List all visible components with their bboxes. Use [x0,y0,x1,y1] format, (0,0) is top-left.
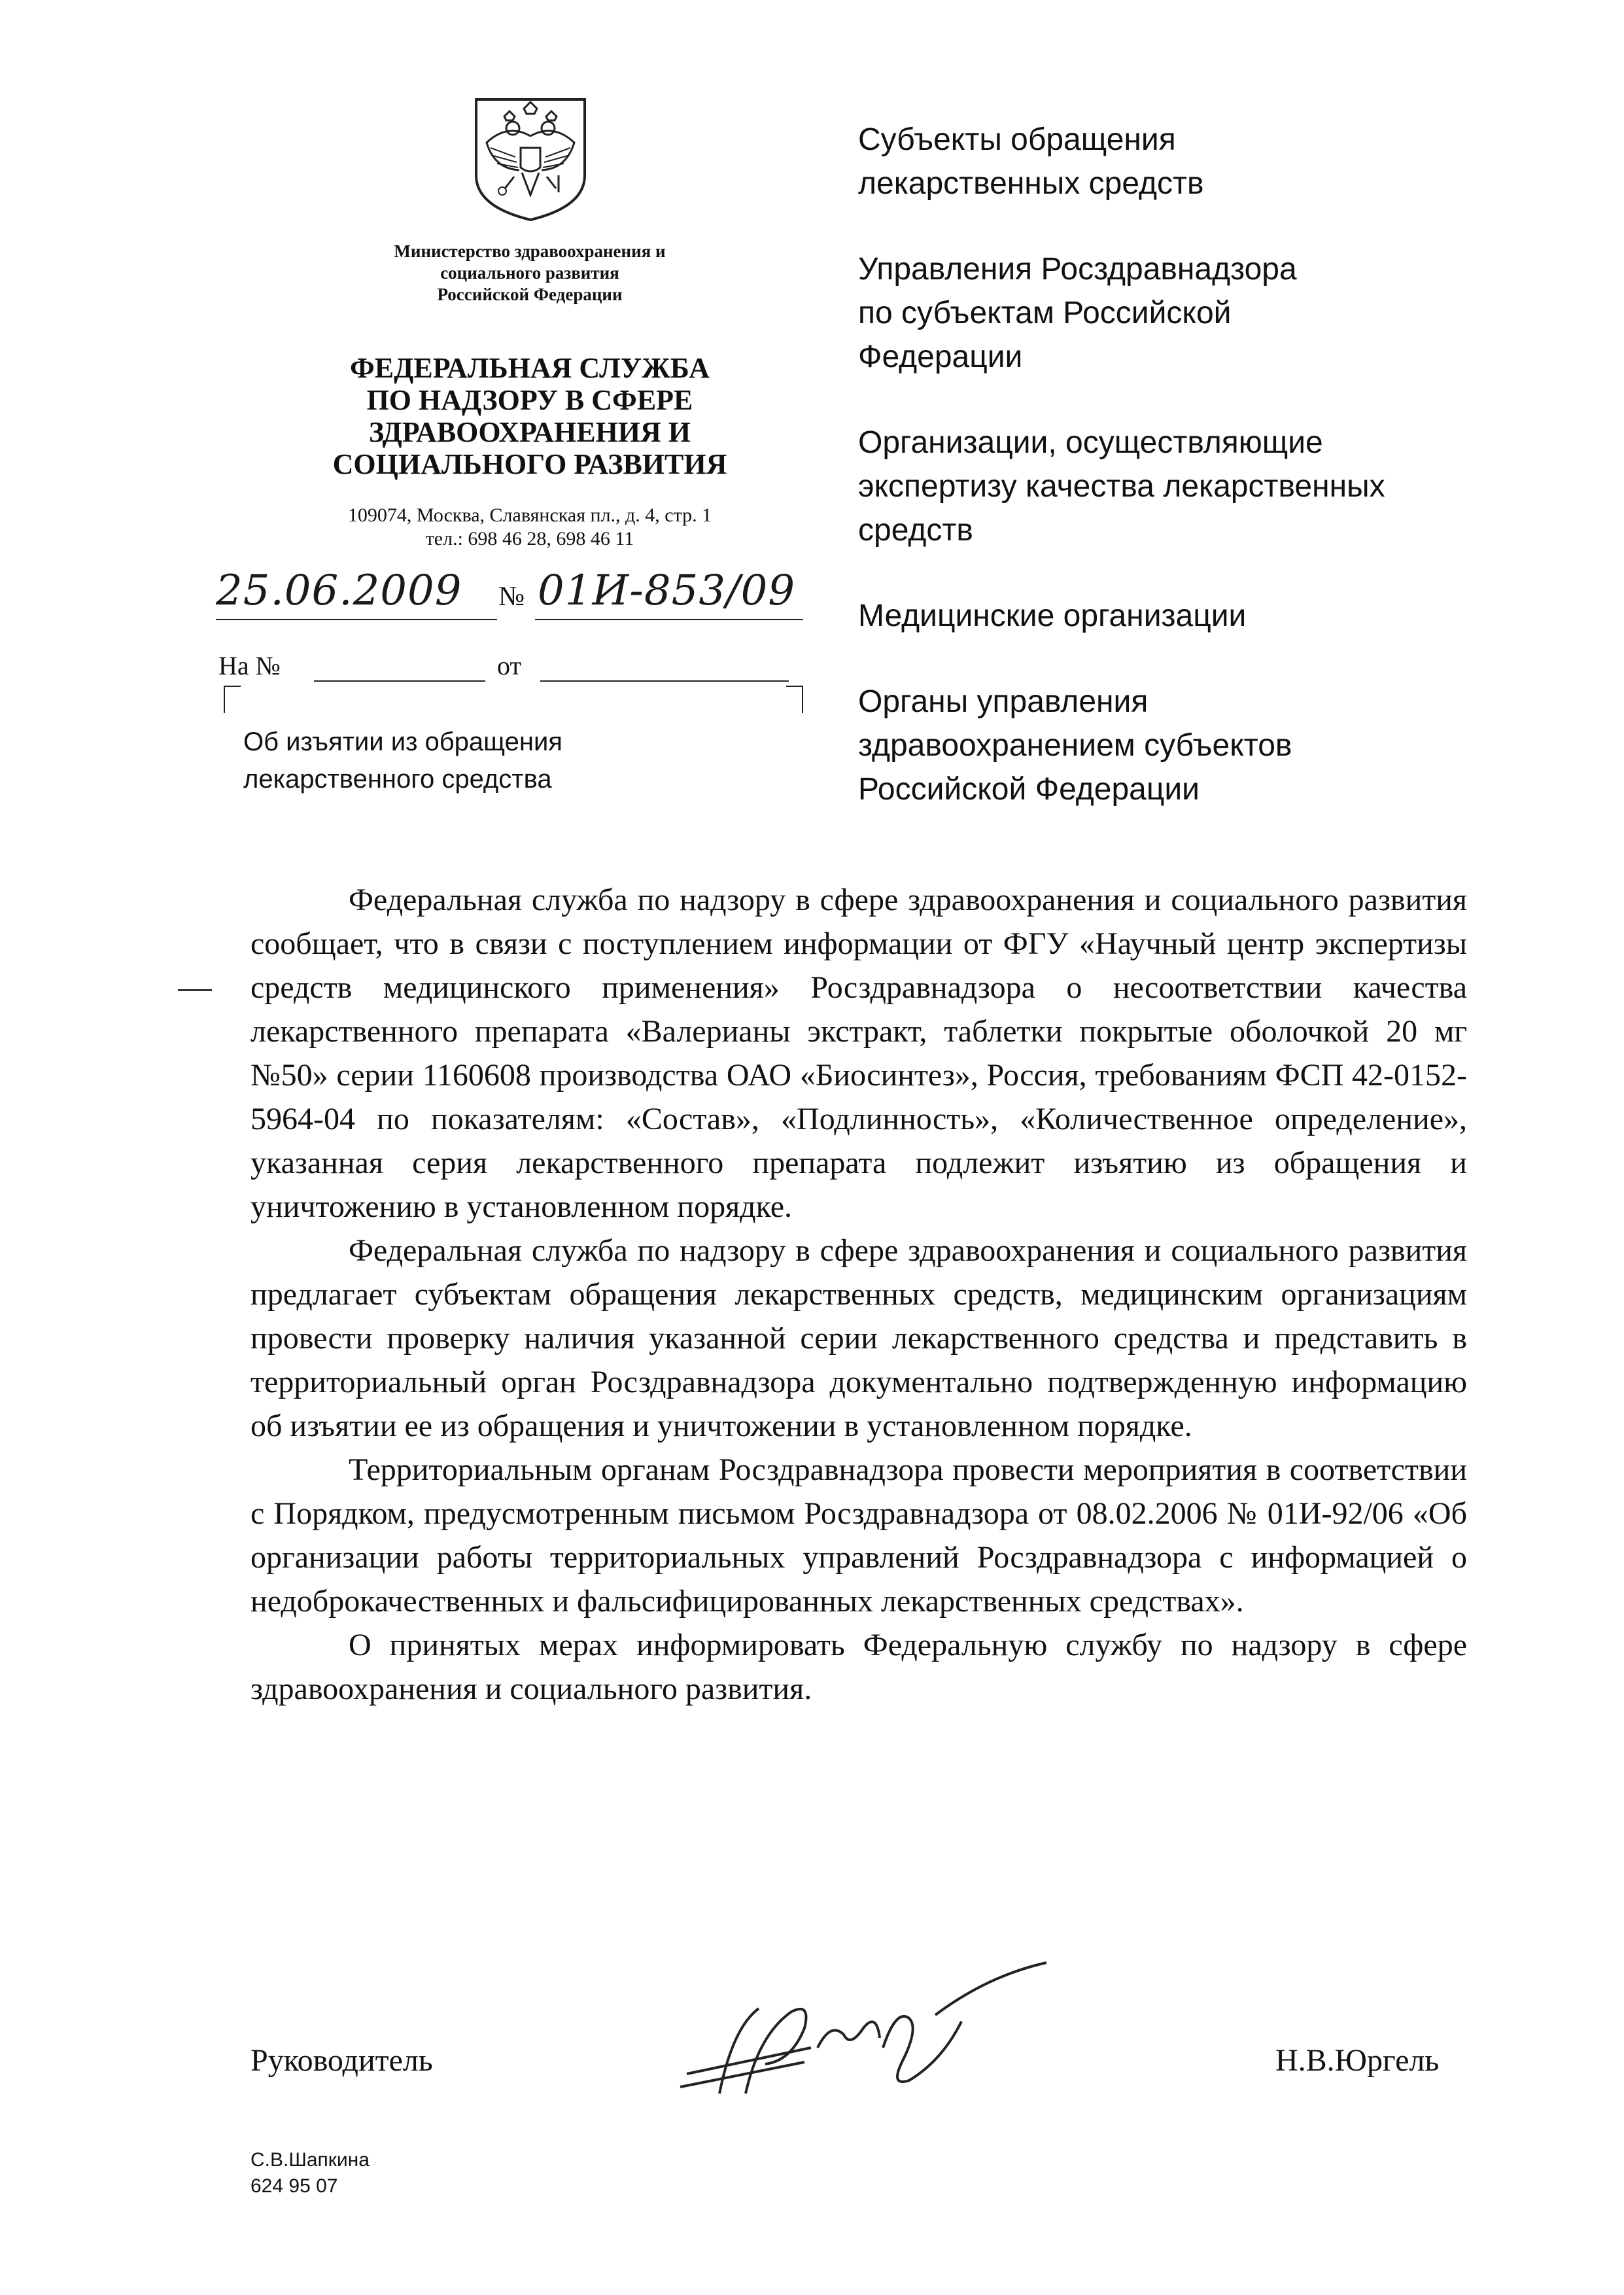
ministry-name [327,241,733,306]
body-paragraph: О принятых мерах информировать Федеральную службу по надзору в сфере здравоохранения и социального развития. [251,1628,1467,1706]
letter-body [251,878,1467,1711]
agency-line: ПО НАДЗОРУ В СФЕРЕ [366,384,693,416]
addressee [858,247,1512,379]
number-underline [535,619,803,620]
address-line: 109074, Москва, Славянская пл., д. 4, стр. 1 [347,504,712,526]
letter-number: 01И-853/09 [538,567,796,615]
body-paragraph: Территориальным органам Росздравнадзора провести мероприятия в соответствии с Порядком, предусмотренным письмом Росздравнадзора от 08.02.2006 № 01И-92/06 «Об организации работы территориальных управлений Росздравнадзора с информацией о недоброкачественных и фальсифицированных лекарственных средствах». [251,1452,1467,1619]
agency-line: СОЦИАЛЬНОГО РАЗВИТИЯ [332,448,727,480]
body-paragraph: Федеральная служба по надзору в сфере здравоохранения и социального развития предлагает субъектам обращения лекарственных средств, медицинским организациям провести проверку наличия указанной серии лекарственного средства и представить в территориальный орган Росздравнадзора документально подтвержденную информацию об изъятии ее из обращения и уничтожении в установленном порядке. [251,1233,1467,1443]
letter-date: 25.06.2009 [216,567,462,615]
addressee-line: Управления Росздравнадзора [858,252,1297,287]
agency-line: ЗДРАВООХРАНЕНИЯ И [368,416,691,448]
corner-bracket-left [224,686,241,687]
date-underline [216,619,497,620]
addressee [858,594,1512,638]
addressee [858,118,1512,205]
signatory-name: Н.В.Юргель [1275,2043,1440,2078]
addressee [858,421,1512,552]
corner-bracket-right [802,686,803,713]
addressee-line: лекарственных средств [858,166,1204,201]
addressee-line: экспертизу качества лекарственных [858,469,1385,504]
executor-name: С.В.Шапкина [251,2149,370,2171]
executor-phone: 624 95 07 [251,2175,338,2197]
corner-bracket-right [786,686,803,687]
margin-mark [178,989,212,991]
addressee-line: здравоохранением субъектов [858,728,1292,763]
addressee-line: по субъектам Российской [858,296,1232,330]
addressee-line: Органы управления [858,684,1149,719]
letter-subject [243,724,740,798]
body-paragraph: Федеральная служба по надзору в сфере здравоохранения и социального развития сообщает, что в связи с поступлением информации от ФГУ «Научный центр экспертизы средств медицинского применения» Росздравнадзора о несоответствии качества лекарственного препарата «Валерианы экстракт, таблетки покрытые оболочкой 20 мг №50» серии 1160608 производства ОАО «Биосинтез», Россия, требованиям ФСП 42-0152-5964-04 по показателям: «Состав», «Подлинность», «Количественное определение», указанная серия лекарственного препарата подлежит изъятию из обращения и уничтожению в установленном порядке. [251,883,1467,1224]
addressee-line: Организации, осуществляющие [858,425,1323,460]
addressee-line: Медицинские организации [858,599,1247,633]
agency-line: ФЕДЕРАЛЬНАЯ СЛУЖБА [350,352,710,384]
coat-of-arms-icon [468,97,593,222]
ministry-line: Министерство здравоохранения и [394,241,666,261]
handwritten-signature-icon [661,1950,1053,2107]
subject-line: Об изъятии из обращения [243,727,562,756]
ministry-line: Российской Федерации [437,285,623,304]
executor-info [251,2147,370,2199]
addressee-line: Федерации [858,340,1023,374]
corner-bracket-left [224,686,225,713]
signatory-title: Руководитель [251,2043,433,2078]
addressee-list [858,118,1512,853]
number-sign: № [498,582,525,612]
reply-from-label: от [497,651,521,680]
addressee-line: Субъекты обращения [858,122,1176,157]
reply-number-blank [314,680,485,682]
reply-number-label: На № [218,651,281,680]
phone-line: тел.: 698 46 28, 698 46 11 [425,528,634,550]
agency-name [288,352,772,480]
ministry-line: социального развития [440,263,619,283]
addressee-line: Российской Федерации [858,772,1200,807]
agency-address [288,504,772,551]
addressee [858,680,1512,811]
addressee-line: средств [858,513,973,548]
reply-date-blank [540,680,789,682]
subject-line: лекарственного средства [243,765,552,794]
